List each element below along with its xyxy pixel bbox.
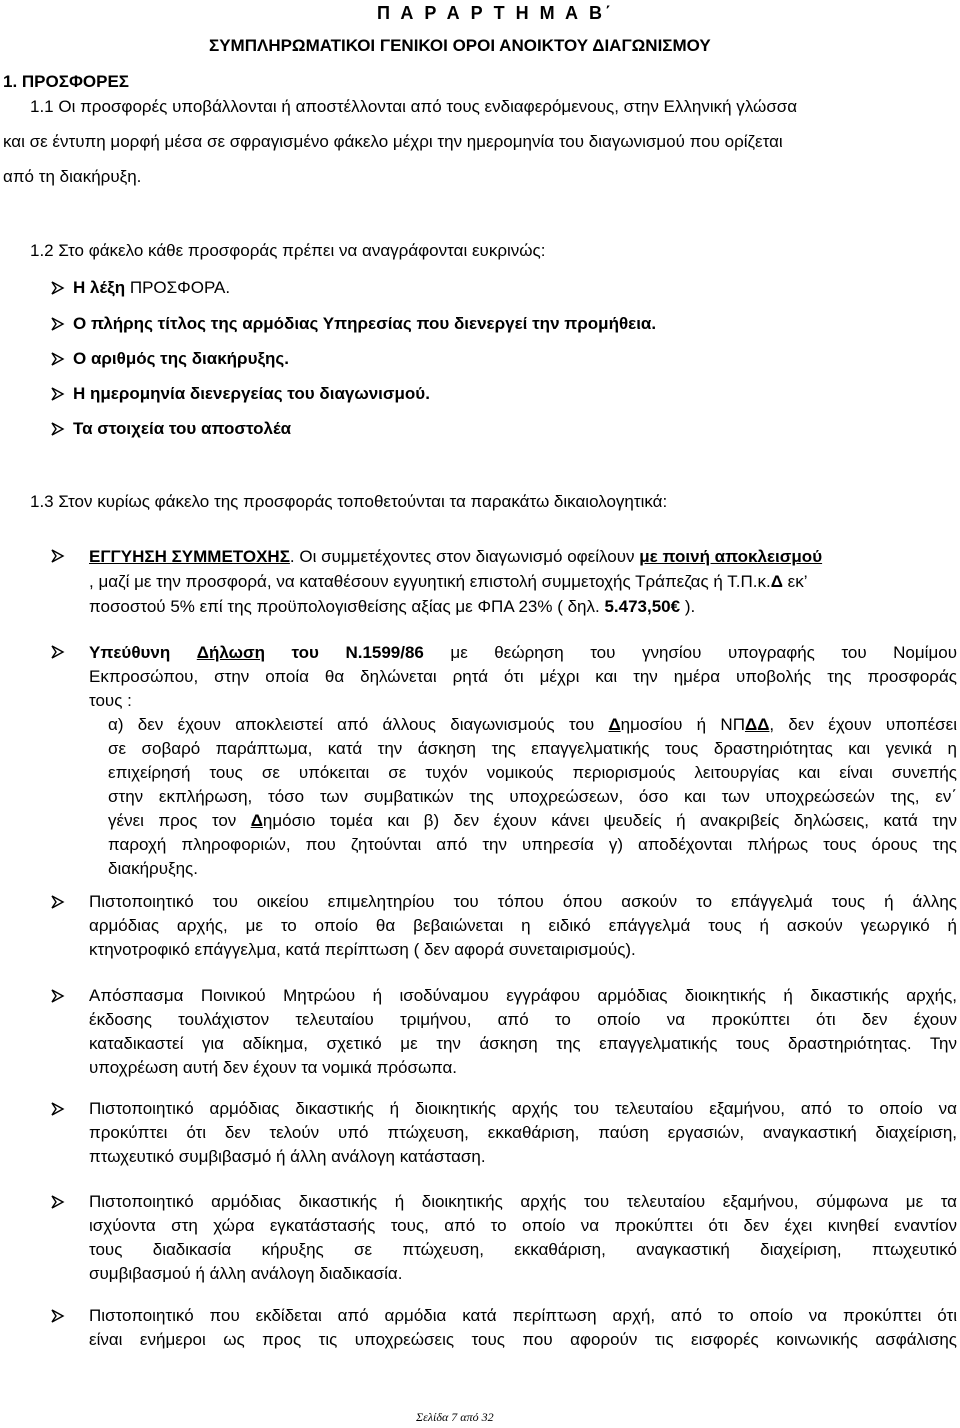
bankruptcy-cert-line-3: πτωχευτικό συμβιβασμό ή άλλη ανάλογη κατάσταση.	[89, 1147, 486, 1166]
arrow-bullet-icon	[49, 1101, 65, 1117]
paragraph-1-1-line-1: 1.1 Οι προσφορές υποβάλλονται ή αποστέλλονται από τους ενδιαφερόμενους, στην Ελληνική γλώσσα	[30, 97, 798, 116]
declaration-a-line-3: επιχείρησή τους σε υπόκειται σε τυχόν νομικούς περιορισμούς λειτουργίας και είναι συνεπής	[108, 763, 957, 782]
declaration-word: Εκπροσώπου,	[89, 667, 199, 686]
declaration-word: ημέρα	[673, 667, 721, 686]
envelope-item-4: Η ημερομηνία διενεργείας του διαγωνισμού.	[73, 384, 430, 403]
envelope-item-3: Ο αριθμός της διακήρυξης.	[73, 349, 289, 368]
declaration-a-line-5	[108, 810, 957, 832]
declaration-word: της	[827, 667, 852, 686]
envelope-item-1	[73, 277, 230, 299]
declaration-a-text: α) δεν έχουν αποκλειστεί από άλλους διαγωνισμούς του	[108, 715, 609, 734]
declaration-word: Δήλωση	[196, 643, 265, 662]
arrow-bullet-icon	[49, 548, 65, 564]
paragraph-1-1-line-3: από τη διακήρυξη.	[3, 167, 142, 186]
guarantee-amount: 5.473,50	[604, 597, 671, 616]
declaration-word: υποβολής	[735, 667, 812, 686]
declaration-a-line-1	[108, 714, 957, 736]
arrow-bullet-icon	[49, 421, 65, 437]
declaration-a-bold: Δ	[250, 811, 263, 830]
guarantee-exclusion: με ποινή αποκλεισμού	[639, 547, 823, 566]
declaration-a-bold: Δ	[608, 715, 621, 734]
declaration-word: Νομίμου	[893, 643, 957, 662]
declaration-line-3: τους :	[89, 691, 132, 710]
declaration-a-text: γένει προς τον	[108, 811, 251, 830]
declaration-line-1	[89, 642, 957, 664]
arrow-bullet-icon	[49, 1194, 65, 1210]
arrow-bullet-icon	[49, 316, 65, 332]
guarantee-line-3	[89, 596, 695, 618]
declaration-word: οποία	[265, 667, 309, 686]
declaration-word: θα	[324, 667, 345, 686]
declaration-word: προσφοράς	[867, 667, 957, 686]
guarantee-line-3-text: ποσοστού 5% επί της προϋπολογισθείσης αξίας με ΦΠΑ 23% ( δηλ.	[89, 597, 605, 616]
guarantee-line-1	[89, 546, 822, 568]
appendix-subtitle: ΣΥΜΠΛΗΡΩΜΑΤΙΚΟΙ ΓΕΝΙΚΟΙ ΟΡΟΙ ΑΝΟΙΚΤΟΥ ΔΙΑΓΩΝΙΣΜΟΥ	[209, 36, 711, 55]
envelope-item-1-bold: Η λέξη	[73, 278, 126, 297]
declaration-word: θεώρηση	[494, 643, 564, 662]
professional-cert-line-2: αρμόδιας αρχής, με το οποίο θα βεβαιώνεται η ειδικό επάγγελμά τους ή ασκούν γεωργικό ή	[89, 916, 957, 935]
appendix-title: Π Α Ρ Α Ρ Τ Η Μ Α Β΄	[377, 3, 614, 23]
country-cert-line-4: συμβιβασμού ή άλλη ανάλογη διαδικασία.	[89, 1264, 403, 1283]
section-heading-offers: 1. ΠΡΟΣΦΟΡΕΣ	[3, 72, 129, 91]
bankruptcy-cert-line-1: Πιστοποιητικό αρμόδιας δικαστικής ή διοικητικής αρχής του τελευταίου εξαμήνου, από το οποίο να	[89, 1099, 957, 1118]
paragraph-1-3: 1.3 Στον κυρίως φάκελο της προσφοράς τοποθετούνται τα παρακάτω δικαιολογητικά:	[30, 492, 668, 511]
professional-cert-line-3: κτηνοτροφικό επάγγελμα, κατά περίπτωση ( δεν αφορά συνεταιρισμούς).	[89, 940, 636, 959]
arrow-bullet-icon	[49, 644, 65, 660]
euro-sign-icon: €	[670, 597, 681, 616]
paragraph-1-2: 1.2 Στο φάκελο κάθε προσφοράς πρέπει να αναγράφονται ευκρινώς:	[30, 241, 546, 260]
declaration-a-text: ημόσιο τομέα και β) δεν έχουν κάνει ψευδείς ή ανακριβείς δηλώσεις, κατά την	[262, 811, 957, 830]
arrow-bullet-icon	[49, 351, 65, 367]
guarantee-line-2-end: εκ’	[782, 572, 808, 591]
declaration-a-line-7: διακήρυξης.	[108, 859, 198, 878]
declaration-word: δηλώνεται	[360, 667, 437, 686]
declaration-word: γνησίου	[641, 643, 702, 662]
guarantee-line-2	[89, 571, 808, 593]
guarantee-text: . Οι συμμετέχοντες στον διαγωνισμό οφείλουν	[289, 547, 640, 566]
declaration-word: την	[633, 667, 658, 686]
guarantee-line-2-text: , μαζί με την προσφορά, να καταθέσουν εγγυητική επιστολή συμμετοχής Τράπεζας ή Τ.Π.κ.	[89, 572, 771, 591]
guarantee-line-3-end: ).	[680, 597, 696, 616]
declaration-a-bold: ΔΔ	[744, 715, 770, 734]
page-number: Σελίδα 7 από 32	[416, 1410, 494, 1424]
obligations-cert-line-2: είναι ενήμεροι ως προς τις υποχρεώσεις τους που αφορούν τις εισφορές κοινωνικής ασφάλισης	[89, 1330, 957, 1349]
professional-cert-line-1: Πιστοποιητικό του οικείου επιμελητηρίου του τόπου όπου ασκούν το επάγγελμά τους ή άλλης	[89, 892, 957, 911]
criminal-record-line-4: υποχρέωση αυτή δεν έχουν τα νομικά πρόσωπα.	[89, 1058, 458, 1077]
declaration-word: του	[291, 643, 319, 662]
arrow-bullet-icon	[49, 1308, 65, 1324]
declaration-word: του	[590, 643, 616, 662]
arrow-bullet-icon	[49, 280, 65, 296]
envelope-item-5: Τα στοιχεία του αποστολέα	[73, 419, 292, 438]
declaration-a-text: , δεν έχουν υποπέσει	[769, 715, 957, 734]
declaration-a-line-6: παροχή πληροφοριών, που ζητούνται από την υπηρεσία γ) αποδέχονται πλήρως τους όρους της	[108, 835, 957, 854]
bankruptcy-cert-line-2: προκύπτει ότι δεν τελούν υπό πτώχευση, εκκαθάριση, παύση εργασιών, αναγκαστική διαχείριση,	[89, 1123, 957, 1142]
declaration-word: υπογραφής	[727, 643, 815, 662]
declaration-a-line-2: σε σοβαρό παράπτωμα, κατά την άσκηση της επαγγελματικής τους δραστηριότητας και γενικά η	[108, 739, 957, 758]
guarantee-heading: ΕΓΓΥΗΣΗ ΣΥΜΜΕΤΟΧΗΣ	[89, 547, 290, 566]
criminal-record-line-1: Απόσπασμα Ποινικού Μητρώου ή ισοδύναμου εγγράφου αρμόδιας διοικητικής ή δικαστικής αρχής,	[89, 986, 957, 1005]
declaration-word: ρητά	[452, 667, 489, 686]
country-cert-line-2: ισχύοντα στη χώρα εγκατάστασής τους, από το οποίο να προκύπτει ότι δεν έχει κινηθεί εναντίον	[89, 1216, 957, 1235]
arrow-bullet-icon	[49, 386, 65, 402]
declaration-word: του	[841, 643, 867, 662]
declaration-word: στην	[214, 667, 250, 686]
declaration-word: με	[450, 643, 468, 662]
arrow-bullet-icon	[49, 988, 65, 1004]
declaration-line-2	[89, 666, 957, 688]
guarantee-line-2-bold: Δ	[770, 572, 783, 591]
declaration-word: Υπεύθυνη	[89, 643, 171, 662]
declaration-word: μέχρι	[539, 667, 580, 686]
declaration-word: και	[595, 667, 618, 686]
envelope-item-1-rest: ΠΡΟΣΦΟΡΑ.	[125, 278, 231, 297]
declaration-word: ότι	[503, 667, 524, 686]
envelope-item-2: Ο πλήρης τίτλος της αρμόδιας Υπηρεσίας που διενεργεί την προμήθεια.	[73, 314, 657, 333]
declaration-word: Ν.1599/86	[345, 643, 424, 662]
obligations-cert-line-1: Πιστοποιητικό που εκδίδεται από αρμόδια κατά περίπτωση αρχή, από το οποίο να προκύπτει ότι	[89, 1306, 957, 1325]
country-cert-line-3: τους διαδικασία κήρυξης σε πτώχευση, εκκαθάριση, αναγκαστική διαχείριση, πτωχευτικό	[89, 1240, 957, 1259]
criminal-record-line-3: καταδικαστεί για αδίκημα, σχετικό με την άσκηση της επαγγελματικής τους δραστηριότητας. Την	[89, 1034, 957, 1053]
declaration-a-text: ημοσίου ή ΝΠ	[620, 715, 745, 734]
country-cert-line-1: Πιστοποιητικό αρμόδιας δικαστικής ή διοικητικής αρχής του τελευταίου εξαμήνου, σύμφωνα με τα	[89, 1192, 957, 1211]
declaration-a-line-4: στην εκπλήρωση, τόσο των συμβατικών της υποχρεώσεων, όσο και των υποχρεώσεών της, εν΄	[108, 787, 957, 806]
paragraph-1-1-line-2: και σε έντυπη μορφή μέσα σε σφραγισμένο φάκελο μέχρι την ημερομηνία του διαγωνισμού που ορίζεται	[3, 132, 783, 151]
criminal-record-line-2: έκδοσης τουλάχιστον τελευταίου τριμήνου, από το οποίο να προκύπτει ότι δεν έχουν	[89, 1010, 957, 1029]
arrow-bullet-icon	[49, 894, 65, 910]
